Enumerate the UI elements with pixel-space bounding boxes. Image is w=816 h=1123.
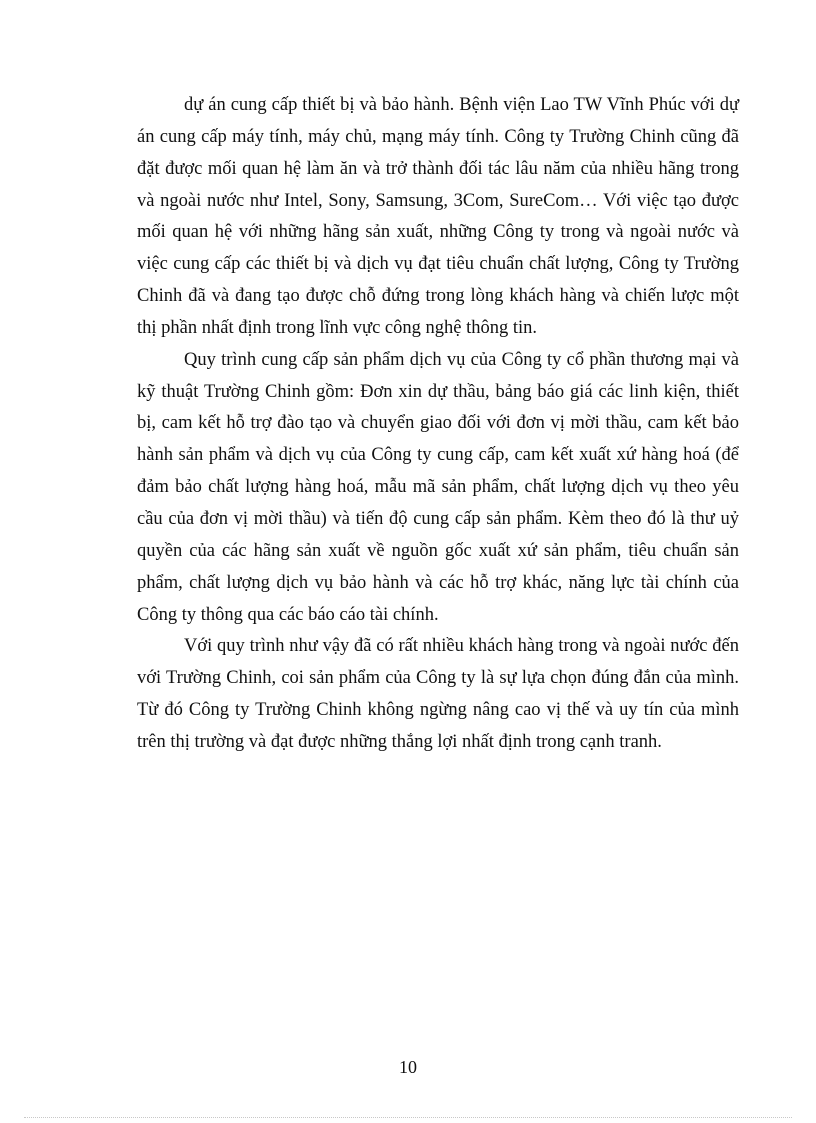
- page-bottom-divider: [24, 1117, 792, 1118]
- body-text: [137, 90, 739, 759]
- page-number: 10: [399, 1057, 417, 1077]
- paragraph-2: Quy trình cung cấp sản phẩm dịch vụ của Công ty cổ phần thương mại và kỹ thuật Trường Chinh gồm: Đơn xin dự thầu, bảng báo giá các linh kiện, thiết bị, cam kết hỗ trợ đào tạo và chuyển giao đối với đơn vị mời thầu, cam kết bảo hành sản phẩm và dịch vụ của Công ty cung cấp, cam kết xuất xứ hàng hoá (để đảm bảo chất lượng hàng hoá, mẫu mã sản phẩm, chất lượng dịch vụ theo yêu cầu của đơn vị mời thầu) và tiến độ cung cấp sản phẩm. Kèm theo đó là thư uỷ quyền của các hãng sản xuất về nguồn gốc xuất xứ sản phẩm, tiêu chuẩn sản phẩm, chất lượng dịch vụ bảo hành và các hỗ trợ khác, năng lực tài chính của Công ty thông qua các báo cáo tài chính.: [137, 349, 739, 625]
- paragraph-1: dự án cung cấp thiết bị và bảo hành. Bệnh viện Lao TW Vĩnh Phúc với dự án cung cấp máy tính, máy chủ, mạng máy tính. Công ty Trường Chinh cũng đã đặt được mối quan hệ làm ăn và trở thành đối tác lâu năm của nhiều hãng trong và ngoài nước như Intel, Sony, Samsung, 3Com, SureCom… Với việc tạo được mối quan hệ với những hãng sản xuất, những Công ty trong và ngoài nước và việc cung cấp các thiết bị và dịch vụ đạt tiêu chuẩn chất lượng, Công ty Trường Chinh đã và đang tạo được chỗ đứng trong lòng khách hàng và chiến lược một thị phần nhất định trong lĩnh vực công nghệ thông tin.: [137, 95, 739, 338]
- paragraph-3: Với quy trình như vậy đã có rất nhiều khách hàng trong và ngoài nước đến với Trường Chinh, coi sản phẩm của Công ty là sự lựa chọn đúng đắn của mình. Từ đó Công ty Trường Chinh không ngừng nâng cao vị thế và uy tín của mình trên thị trường và đạt được những thắng lợi nhất định trong cạnh tranh.: [137, 636, 739, 752]
